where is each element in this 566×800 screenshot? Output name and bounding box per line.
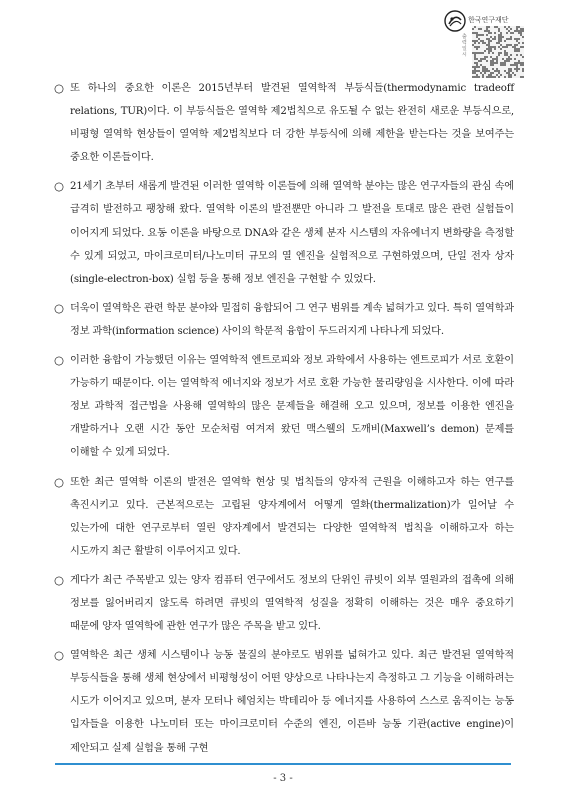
qr-code-icon — [472, 26, 524, 78]
paragraph-text: 열역학은 최근 생체 시스템이나 능동 물질의 분야로도 범위를 넓혀가고 있다. 최근 발견된 열역학적 부등식들을 통해 생체 현상에서 비평형성이 어떤 양상으로 나타나는지 측정하고 그 기능을 이해하려는 시도가 이어지고 있으며, 분자 모터나 헤엄치는 박테리아 등 에너지를 사용하여 스스로 움직이는 능동 입자들을 이용한 나노미터 또는 마이크로미터 수준의 엔진, 이른바 능동 기관(active engine)이 제안되고 실제 실험을 통해 구현 — [70, 650, 514, 754]
bullet-circle: ○ — [54, 648, 65, 663]
paragraph-text: 또한 최근 열역학 이론의 발전은 열역학 현상 및 법칙들의 양자적 근원을 이해하고자 하는 연구를 촉진시키고 있다. 근본적으로는 고립된 양자계에서 어떻게 열화(thermalization)가 일어날 수 있는가에 대한 연구로부터 열린 양자계에서 발견되는 다양한 열역학적 법칙을 이해하고자 하는 시도까지 최근 활발히 이루어지고 있다. — [70, 476, 514, 557]
footer-divider — [55, 763, 511, 765]
bullet-circle: ○ — [54, 572, 65, 587]
print-stamp-label: 출력일시 — [462, 34, 467, 58]
paragraph-text: 21세기 초부터 새롭게 발견된 이러한 열역학 이론들에 의해 열역학 분야는 많은 연구자들의 관심 속에 급격히 발전하고 팽창해 왔다. 열역학 이론의 발전뿐만 아니라 그 발전을 토대로 많은 관련 실험들이 이어지게 되었다. 요동 이론을 바탕으로 DNA와 같은 생체 분자 시스템의 자유에너지 변화량을 측정할 수 있게 되었고, 마이크로미터/나노미터 규모의 열 엔진을 실험적으로 구현하였으며, 단일 전자 상자(single-electron-box) 실험 등을 통해 정보 엔진을 구현할 수 있었다. — [70, 181, 514, 285]
bullet-circle: ○ — [54, 179, 65, 194]
paragraph — [54, 569, 514, 638]
nrf-logo-icon — [444, 10, 466, 32]
page-number: - 3 - — [273, 773, 293, 784]
document-body — [54, 77, 514, 766]
paragraph — [54, 349, 514, 464]
paragraph — [54, 297, 514, 343]
org-name: 한국연구재단 — [468, 16, 509, 24]
paragraph — [54, 77, 514, 169]
paragraph-text: 게다가 최근 주목받고 있는 양자 컴퓨터 연구에서도 정보의 단위인 큐빗이 외부 열원과의 접촉에 의해 정보를 잃어버리지 않도록 하려면 큐빗의 열역학적 성질을 정확히 이해하는 것은 매우 중요하기 때문에 양자 열역학에 관한 연구가 많은 주목을 받고 있다. — [70, 574, 514, 633]
paragraph — [54, 644, 514, 759]
bullet-circle: ○ — [54, 474, 65, 489]
paragraph-text: 또 하나의 중요한 이론은 2015년부터 발견된 열역학적 부등식들(thermodynamic tradeoff relations, TUR)이다. 이 부등식들은 열역학 제2법칙으로 유도될 수 없는 완전히 새로운 부등식으로, 비평형 열역학 현상들이 열역학 제2법칙보다 더 강한 부등식에 의해 제한을 받는다는 것을 보여주는 중요한 이론들이다. — [70, 83, 514, 164]
paragraph — [54, 471, 514, 563]
bullet-circle: ○ — [54, 300, 65, 315]
paragraph-text: 이러한 융합이 가능했던 이유는 열역학적 엔트로피와 정보 과학에서 사용하는 엔트로피가 서로 호환이 가능하기 때문이다. 이는 열역학적 에너지와 정보가 서로 호환 가능한 물리량임을 시사한다. 이에 따라 정보 과학적 접근법을 사용해 열역학의 많은 문제들을 해결해 오고 있으며, 정보를 이용한 엔진을 개발하거나 오랜 시간 동안 모순처럼 여겨져 왔던 맥스웰의 도깨비(Maxwell’s demon) 문제를 이해할 수 있게 되었다. — [70, 355, 514, 459]
bullet-circle: ○ — [54, 353, 65, 368]
bullet-circle: ○ — [54, 81, 65, 95]
paragraph — [54, 175, 514, 290]
paragraph-text: 더욱이 열역학은 관련 학문 분야와 밀접히 융합되어 그 연구 범위를 계속 넓혀가고 있다. 특히 열역학과 정보 과학(information science) 사이의 학문적 융합이 두드러지게 나타나게 되었다. — [70, 302, 514, 337]
